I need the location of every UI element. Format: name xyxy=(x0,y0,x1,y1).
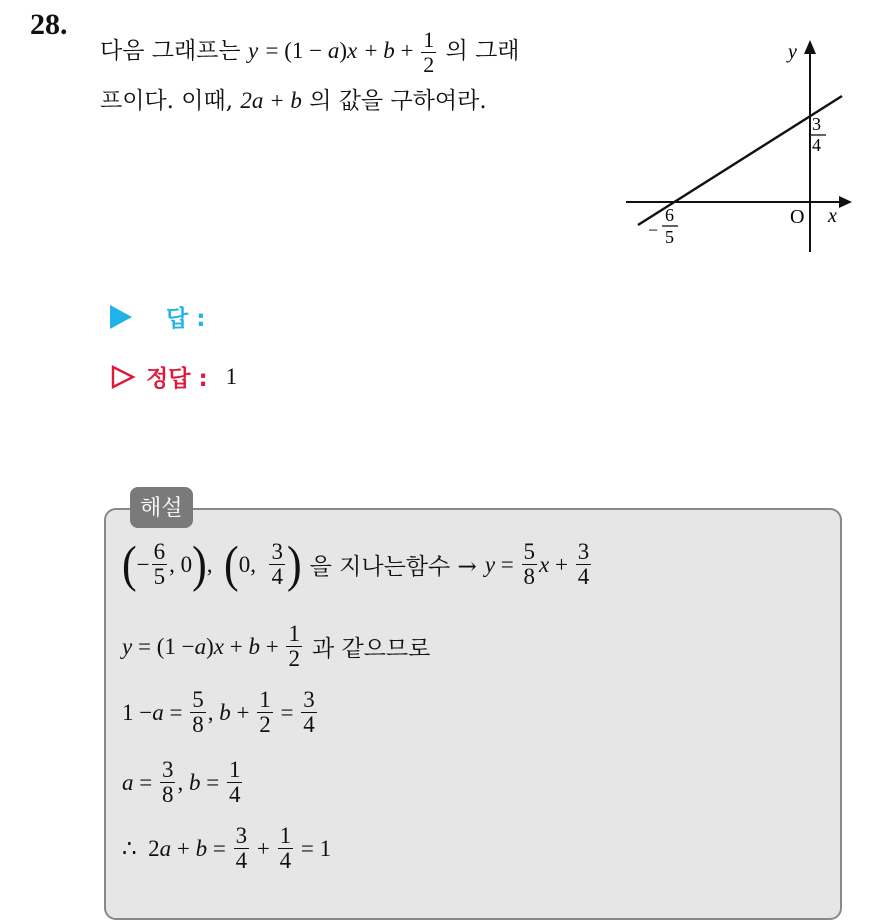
y-intercept-denominator: 4 xyxy=(812,135,821,155)
question-line1: 다음 그래프는 y = (1 − a)x + b + $\frac{1}{2}$ 의 그래 xyxy=(100,27,520,77)
correct-answer-row xyxy=(110,360,237,393)
x-axis-arrow-icon xyxy=(839,196,852,208)
explanation-line-5: ∴ 2 a + b = $\frac{3}{4}$ + $\frac{1}{4}$ = 1 xyxy=(122,823,332,874)
linear-graph xyxy=(618,32,854,262)
explanation-line-3: 1 − a = $\frac{5}{8}$ , b + $\frac{1}{2}$ = $\frac{3}{4}$ xyxy=(122,687,315,738)
play-triangle-icon xyxy=(110,305,132,329)
correct-answer-value: 1 xyxy=(225,363,238,389)
explanation-line-1: ( − $\frac{6}{5}$ , 0 ) , ( 0, $\frac{3}{4}$ ) 을 지나는함수 → y = $\frac{5}{8}$ x + $\frac{3}{4}$ xyxy=(122,535,590,593)
answer-row xyxy=(110,300,205,333)
outline-triangle-icon xyxy=(110,364,136,390)
y-axis-label: y xyxy=(788,41,797,63)
question-line2: 프이다. 이때, 2a + b 의 값을 구하여라. xyxy=(100,88,487,114)
x-axis-label: x xyxy=(828,205,837,227)
x-intercept-numerator: 6 xyxy=(665,205,674,225)
correct-answer-label: 정답 : xyxy=(146,366,208,392)
origin-label: O xyxy=(790,206,805,228)
explanation-line-2: y = (1 − a ) x + b + $\frac{1}{2}$ 과 같으므로 xyxy=(122,621,431,672)
answer-label: 답 : xyxy=(166,306,206,332)
question-number: 28. xyxy=(30,8,68,41)
question-text xyxy=(100,26,620,126)
explanation-tag: 해설 xyxy=(130,487,193,528)
x-intercept-sign: − xyxy=(648,220,659,240)
y-intercept-numerator: 3 xyxy=(812,114,821,134)
explanation-line-4: a = $\frac{3}{8}$ , b = $\frac{1}{4}$ xyxy=(122,757,241,808)
x-intercept-denominator: 5 xyxy=(665,227,674,247)
y-axis-arrow-icon xyxy=(804,40,816,54)
